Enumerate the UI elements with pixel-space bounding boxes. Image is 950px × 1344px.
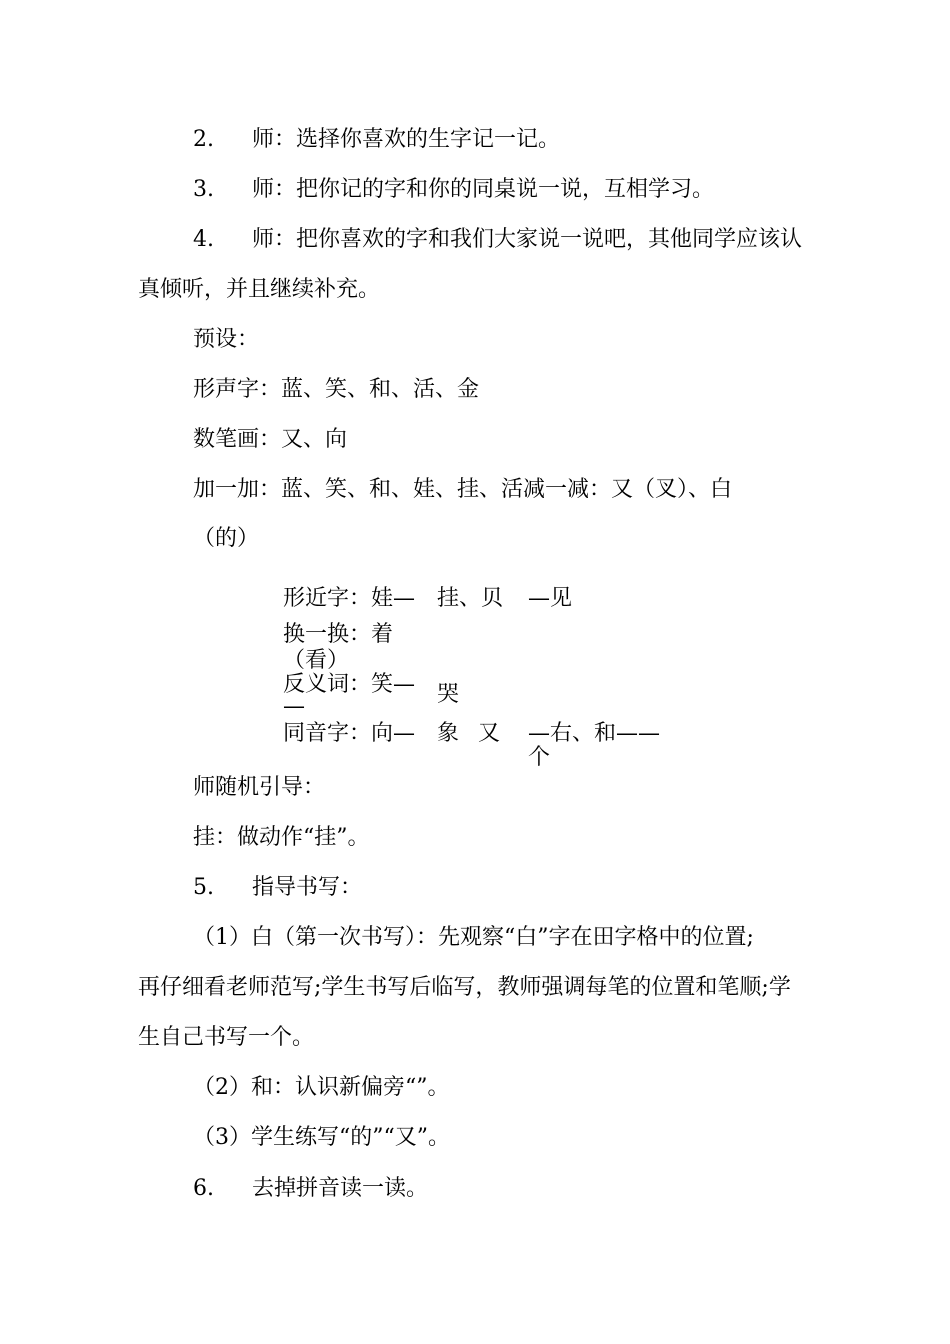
guide-hang: 挂：做动作“挂”。 [193, 825, 370, 850]
homophone-item-3: —右、和—— [528, 721, 661, 746]
step-2-number: 2. [193, 127, 214, 152]
writing-2: （2）和：认识新偏旁“”。 [193, 1075, 450, 1100]
antonym-result: 哭 [437, 682, 460, 707]
swap-result: （看） [283, 648, 350, 673]
swap-label: 换一换：着 [283, 622, 394, 647]
preset-add-subtract-continuation: （的） [193, 526, 260, 551]
step-3-number: 3. [193, 177, 214, 202]
writing-1-line-1: （1）白（第一次书写）：先观察“白”字在田字格中的位置; [193, 925, 754, 950]
step-2-text: 师：选择你喜欢的生字记一记。 [252, 127, 561, 152]
preset-label: 预设： [193, 327, 260, 352]
similar-chars-pair: 挂、贝 [437, 586, 504, 611]
antonym-label: 反义词：笑— [283, 672, 416, 697]
step-4-text: 师：把你喜欢的字和我们大家说一说吧，其他同学应该认 [252, 227, 803, 252]
guide-intro: 师随机引导： [193, 775, 326, 800]
preset-add-subtract: 加一加：蓝、笑、和、娃、挂、活减一减：又（叉）、白 [193, 477, 733, 502]
preset-stroke-count: 数笔画：又、向 [193, 427, 348, 452]
homophone-clipped-char: 个 [528, 745, 551, 770]
similar-chars-tail: —见 [528, 586, 573, 611]
step-6-text: 去掉拼音读一读。 [252, 1176, 429, 1201]
writing-1-line-3: 生自己书写一个。 [138, 1025, 315, 1050]
step-5-number: 5. [193, 875, 214, 900]
step-4-number: 4. [193, 227, 214, 252]
antonym-dash: — [283, 694, 305, 719]
homophone-item-2: 又 [478, 721, 501, 746]
step-3-text: 师：把你记的字和你的同桌说一说，互相学习。 [252, 177, 715, 202]
step-6-number: 6. [193, 1176, 214, 1201]
preset-phonetic-compounds: 形声字：蓝、笑、和、活、金 [193, 377, 480, 402]
similar-chars-label: 形近字：娃— [283, 586, 416, 611]
step-4-continuation: 真倾听，并且继续补充。 [138, 277, 381, 302]
homophone-item-1: 象 [437, 721, 460, 746]
writing-3: （3）学生练写“的”“又”。 [193, 1125, 450, 1150]
writing-1-line-2: 再仔细看老师范写;学生书写后临写，教师强调每笔的位置和笔顺;学 [138, 975, 791, 1000]
step-5-text: 指导书写： [252, 875, 363, 900]
homophone-label: 同音字：向— [283, 721, 416, 746]
